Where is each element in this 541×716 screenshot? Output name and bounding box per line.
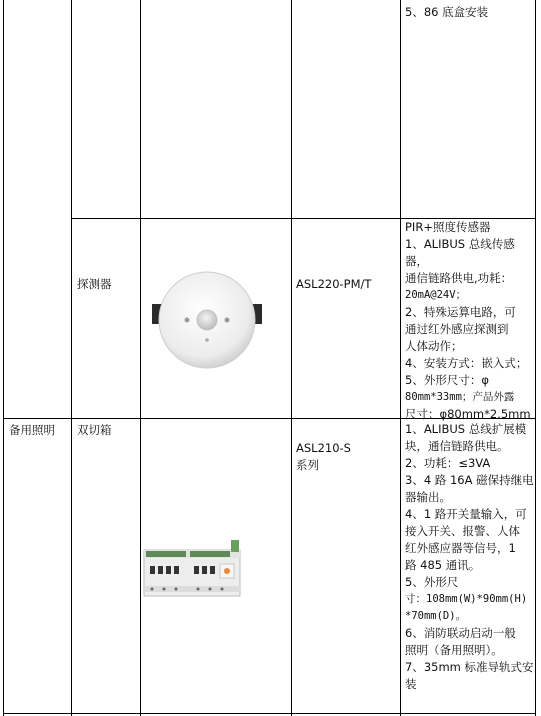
spec-line: 2、特殊运算电路，可 — [405, 305, 516, 319]
spec-line: 5、外形尺 — [405, 575, 459, 589]
spec-line: *70mm(D)。 — [405, 610, 467, 622]
table-divider-col1 — [71, 0, 72, 716]
spec-line: 20mA@24V； — [405, 289, 467, 301]
spec-line: 3、4 路 16A 磁保持继电 — [405, 473, 534, 487]
row-0-specs — [405, 4, 533, 21]
model-line: ASL210-S — [296, 441, 351, 455]
spec-line: 块，通信链路供电。 — [405, 439, 509, 453]
spec-line: 1、ALIBUS 总线传感器， — [405, 237, 515, 268]
row-2-name: 双切箱 — [77, 423, 112, 437]
spec-line: 尺寸：φ80mm*2.5mm — [405, 407, 531, 421]
spec-line: 5、86 底盒安装 — [405, 5, 489, 19]
spec-line: 人体动作； — [405, 339, 463, 353]
spec-line: 路 485 通讯。 — [405, 558, 481, 572]
spec-line: 6、消防联动启动一般 — [405, 626, 516, 640]
row-2-specs — [405, 421, 537, 693]
spec-line: 2、功耗：≤3VA — [405, 456, 491, 470]
spec-line: 1、ALIBUS 总线扩展模 — [405, 422, 527, 436]
row-2-model — [296, 440, 351, 474]
pir-light-sensor-image — [152, 270, 262, 380]
spec-line: 5、外形尺寸：φ — [405, 373, 489, 387]
table-divider-col4 — [400, 0, 401, 716]
spec-line: 4、1 路开关量输入，可 — [405, 507, 527, 521]
spec-line: 通过红外感应探测到 — [405, 322, 509, 336]
table-border-bottom — [3, 713, 536, 714]
table-divider-col3 — [291, 0, 292, 716]
row-1-specs — [405, 219, 537, 423]
spec-line: 80mm*33mm；产品外露 — [405, 391, 515, 403]
row-1-name: 探测器 — [77, 277, 112, 291]
row-2-category: 备用照明 — [9, 423, 55, 437]
table-divider-col2 — [140, 0, 141, 716]
spec-line: 照明（备用照明）。 — [405, 643, 503, 657]
spec-line: 4、安装方式：嵌入式； — [405, 356, 528, 370]
spec-line: 红外感应器等信号，1 — [405, 541, 516, 555]
spec-line: 寸：108mm(W)*90mm(H) — [405, 593, 528, 605]
table-border-left — [3, 0, 4, 716]
din-rail-module-image — [142, 532, 242, 604]
spec-line: 接入开关、报警、人体 — [405, 524, 520, 538]
model-line: 系列 — [296, 458, 319, 472]
spec-line: 器输出。 — [405, 490, 451, 504]
spec-line: PIR+照度传感器 — [405, 220, 491, 234]
spec-line: 通信链路供电,功耗： — [405, 271, 513, 285]
spec-line: 7、35mm 标准导轨式安 — [405, 660, 534, 674]
spec-line: 装 — [405, 677, 417, 691]
row-1-model: ASL220-PM/T — [296, 277, 372, 291]
